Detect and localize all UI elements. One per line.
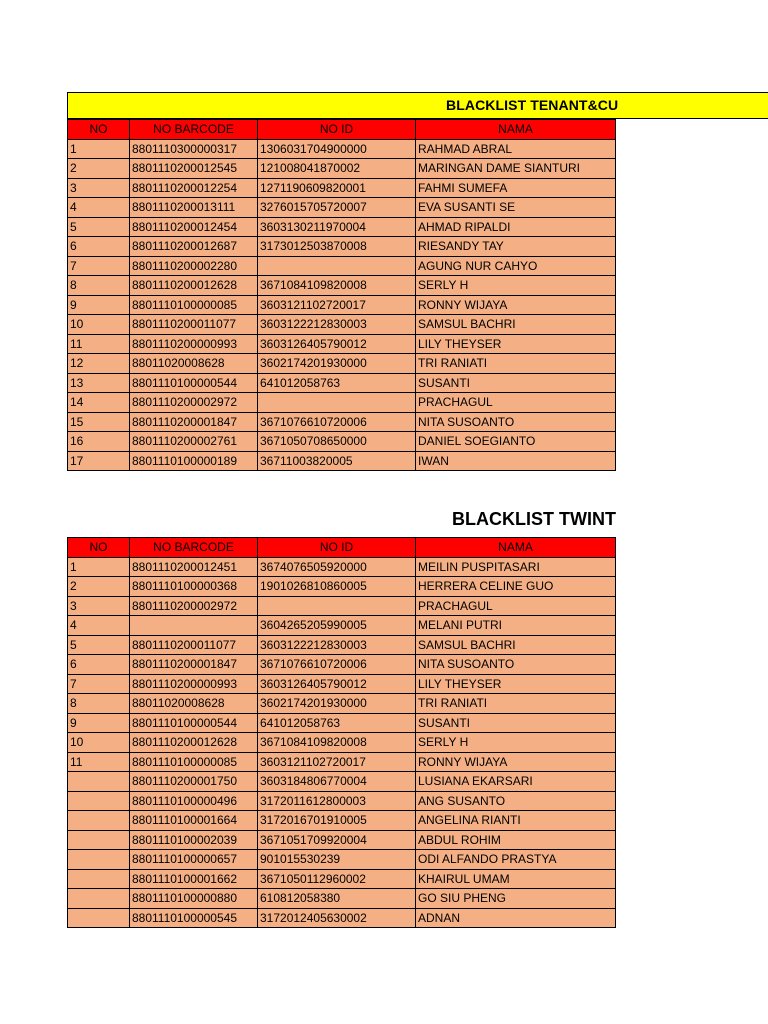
cell-nama[interactable]: ADNAN <box>416 908 616 928</box>
table-row <box>68 889 616 909</box>
table2-title: BLACKLIST TWINT <box>452 509 616 529</box>
cell-barcode[interactable]: 8801110200002761 <box>130 432 258 452</box>
cell-no[interactable]: 8 <box>68 276 130 296</box>
cell-barcode[interactable]: 88011020008628 <box>130 354 258 374</box>
cell-barcode[interactable]: 8801110200011077 <box>130 315 258 335</box>
cell-nama[interactable]: ANGELINA RIANTI <box>416 811 616 831</box>
cell-nama[interactable]: MEILIN PUSPITASARI <box>416 557 616 577</box>
table-row <box>68 635 616 655</box>
cell-barcode[interactable]: 8801110200001847 <box>130 412 258 432</box>
cell-no[interactable]: 10 <box>68 733 130 753</box>
cell-nama[interactable]: IWAN <box>416 451 616 471</box>
cell-id[interactable]: 3603121102720017 <box>258 295 416 315</box>
cell-no[interactable]: 6 <box>68 655 130 675</box>
cell-barcode[interactable]: 8801110200002280 <box>130 256 258 276</box>
cell-id[interactable] <box>258 393 416 413</box>
table-row <box>68 850 616 870</box>
table-row <box>68 432 616 452</box>
cell-nama[interactable]: GO SIU PHENG <box>416 889 616 909</box>
cell-nama[interactable]: LUSIANA EKARSARI <box>416 772 616 792</box>
table-row <box>68 908 616 928</box>
cell-nama[interactable]: MARINGAN DAME SIANTURI <box>416 159 616 179</box>
cell-barcode[interactable]: 8801110200001750 <box>130 772 258 792</box>
cell-no[interactable]: 9 <box>68 295 130 315</box>
cell-no[interactable] <box>68 869 130 889</box>
cell-nama[interactable]: LILY THEYSER <box>416 674 616 694</box>
cell-id[interactable]: 3671050112960002 <box>258 869 416 889</box>
cell-id[interactable]: 3671084109820008 <box>258 276 416 296</box>
cell-id[interactable]: 3671050708650000 <box>258 432 416 452</box>
cell-id[interactable]: 1306031704900000 <box>258 139 416 159</box>
cell-id[interactable] <box>258 256 416 276</box>
cell-no[interactable] <box>68 889 130 909</box>
blacklist-table-2 <box>67 537 616 928</box>
table-row <box>68 393 616 413</box>
cell-id[interactable]: 3172012405630002 <box>258 908 416 928</box>
cell-nama[interactable]: RONNY WIJAYA <box>416 752 616 772</box>
cell-no[interactable]: 15 <box>68 412 130 432</box>
cell-nama[interactable]: TRI RANIATI <box>416 694 616 714</box>
cell-nama[interactable]: RIESANDY TAY <box>416 237 616 257</box>
cell-no[interactable]: 9 <box>68 713 130 733</box>
cell-id[interactable]: 3671076610720006 <box>258 412 416 432</box>
cell-no[interactable]: 3 <box>68 596 130 616</box>
cell-barcode[interactable] <box>130 616 258 636</box>
table-row <box>68 139 616 159</box>
cell-no[interactable]: 7 <box>68 256 130 276</box>
cell-id[interactable]: 641012058763 <box>258 373 416 393</box>
cell-barcode[interactable]: 8801110100001662 <box>130 869 258 889</box>
cell-no[interactable]: 4 <box>68 198 130 218</box>
cell-id[interactable]: 3603126405790012 <box>258 334 416 354</box>
table-header-row <box>68 120 616 140</box>
cell-barcode[interactable]: 8801110200011077 <box>130 635 258 655</box>
cell-no[interactable]: 11 <box>68 752 130 772</box>
cell-id[interactable]: 3604265205990005 <box>258 616 416 636</box>
header-barcode: NO BARCODE <box>130 538 258 558</box>
cell-no[interactable] <box>68 791 130 811</box>
table-row <box>68 354 616 374</box>
table-row <box>68 694 616 714</box>
cell-nama[interactable]: ABDUL ROHIM <box>416 830 616 850</box>
cell-no[interactable]: 2 <box>68 577 130 597</box>
table-header-row <box>68 538 616 558</box>
table-row <box>68 178 616 198</box>
cell-nama[interactable]: FAHMI SUMEFA <box>416 178 616 198</box>
cell-id[interactable]: 3671084109820008 <box>258 733 416 753</box>
cell-nama[interactable]: ODI ALFANDO PRASTYA <box>416 850 616 870</box>
cell-no[interactable] <box>68 830 130 850</box>
table-row <box>68 830 616 850</box>
table-row <box>68 596 616 616</box>
cell-no[interactable]: 8 <box>68 694 130 714</box>
cell-id[interactable]: 3671076610720006 <box>258 655 416 675</box>
table-row <box>68 616 616 636</box>
cell-barcode[interactable]: 8801110200012687 <box>130 237 258 257</box>
cell-barcode[interactable]: 8801110100000880 <box>130 889 258 909</box>
cell-nama[interactable]: SAMSUL BACHRI <box>416 315 616 335</box>
table-row <box>68 295 616 315</box>
cell-id[interactable]: 3602174201930000 <box>258 354 416 374</box>
cell-no[interactable]: 16 <box>68 432 130 452</box>
header-barcode: NO BARCODE <box>130 120 258 140</box>
table-row <box>68 373 616 393</box>
cell-barcode[interactable]: 8801110200002972 <box>130 393 258 413</box>
cell-nama[interactable]: HERRERA CELINE GUO <box>416 577 616 597</box>
cell-id[interactable]: 3172016701910005 <box>258 811 416 831</box>
cell-barcode[interactable]: 8801110200012451 <box>130 557 258 577</box>
table-row <box>68 451 616 471</box>
header-no: NO <box>68 538 130 558</box>
cell-nama[interactable]: RAHMAD ABRAL <box>416 139 616 159</box>
cell-barcode[interactable]: 8801110200000993 <box>130 334 258 354</box>
cell-id[interactable]: 3276015705720007 <box>258 198 416 218</box>
cell-nama[interactable]: SUSANTI <box>416 373 616 393</box>
cell-barcode[interactable]: 8801110200000993 <box>130 674 258 694</box>
cell-id[interactable]: 36711003820005 <box>258 451 416 471</box>
table-row <box>68 276 616 296</box>
cell-barcode[interactable]: 8801110100000545 <box>130 908 258 928</box>
cell-id[interactable]: 610812058380 <box>258 889 416 909</box>
cell-barcode[interactable]: 8801110100000544 <box>130 713 258 733</box>
cell-id[interactable]: 3674076505920000 <box>258 557 416 577</box>
table-row <box>68 869 616 889</box>
table-row <box>68 655 616 675</box>
cell-no[interactable]: 1 <box>68 139 130 159</box>
cell-nama[interactable]: SERLY H <box>416 733 616 753</box>
cell-nama[interactable]: SERLY H <box>416 276 616 296</box>
cell-nama[interactable]: MELANI PUTRI <box>416 616 616 636</box>
cell-id[interactable]: 3603122212830003 <box>258 315 416 335</box>
header-nama: NAMA <box>416 120 616 140</box>
cell-no[interactable]: 4 <box>68 616 130 636</box>
cell-id[interactable]: 1901026810860005 <box>258 577 416 597</box>
cell-no[interactable]: 6 <box>68 237 130 257</box>
cell-no[interactable]: 14 <box>68 393 130 413</box>
cell-id[interactable]: 121008041870002 <box>258 159 416 179</box>
cell-no[interactable]: 5 <box>68 635 130 655</box>
cell-id[interactable]: 3603130211970004 <box>258 217 416 237</box>
cell-no[interactable] <box>68 811 130 831</box>
cell-no[interactable]: 10 <box>68 315 130 335</box>
cell-barcode[interactable]: 8801110200012628 <box>130 276 258 296</box>
header-id: NO ID <box>258 120 416 140</box>
header-nama: NAMA <box>416 538 616 558</box>
cell-barcode[interactable]: 8801110100000496 <box>130 791 258 811</box>
table1-title: BLACKLIST TENANT&CU <box>446 97 619 113</box>
cell-barcode[interactable]: 8801110100000085 <box>130 752 258 772</box>
cell-id[interactable]: 3603121102720017 <box>258 752 416 772</box>
cell-barcode[interactable]: 8801110100001664 <box>130 811 258 831</box>
cell-barcode[interactable]: 8801110100000368 <box>130 577 258 597</box>
table-row <box>68 237 616 257</box>
cell-nama[interactable]: ANG SUSANTO <box>416 791 616 811</box>
cell-nama[interactable]: AHMAD RIPALDI <box>416 217 616 237</box>
table-row <box>68 256 616 276</box>
cell-id[interactable]: 3173012503870008 <box>258 237 416 257</box>
cell-id[interactable]: 901015530239 <box>258 850 416 870</box>
cell-nama[interactable]: SUSANTI <box>416 713 616 733</box>
table-row <box>68 557 616 577</box>
cell-nama[interactable]: KHAIRUL UMAM <box>416 869 616 889</box>
cell-nama[interactable]: RONNY WIJAYA <box>416 295 616 315</box>
table-row <box>68 334 616 354</box>
cell-nama[interactable]: AGUNG NUR CAHYO <box>416 256 616 276</box>
cell-nama[interactable]: PRACHAGUL <box>416 596 616 616</box>
table1-title-banner <box>67 92 768 119</box>
cell-barcode[interactable]: 8801110200012545 <box>130 159 258 179</box>
cell-nama[interactable]: NITA SUSOANTO <box>416 655 616 675</box>
cell-barcode[interactable]: 8801110200012628 <box>130 733 258 753</box>
cell-barcode[interactable]: 8801110300000317 <box>130 139 258 159</box>
table-row <box>68 713 616 733</box>
cell-id[interactable]: 3603184806770004 <box>258 772 416 792</box>
cell-id[interactable]: 641012058763 <box>258 713 416 733</box>
cell-no[interactable]: 17 <box>68 451 130 471</box>
cell-no[interactable]: 13 <box>68 373 130 393</box>
table-row <box>68 772 616 792</box>
cell-no[interactable]: 1 <box>68 557 130 577</box>
cell-no[interactable]: 11 <box>68 334 130 354</box>
table-row <box>68 159 616 179</box>
cell-barcode[interactable]: 8801110200001847 <box>130 655 258 675</box>
cell-no[interactable]: 3 <box>68 178 130 198</box>
table-row <box>68 217 616 237</box>
cell-barcode[interactable]: 8801110100002039 <box>130 830 258 850</box>
table-row <box>68 733 616 753</box>
cell-id[interactable]: 3603122212830003 <box>258 635 416 655</box>
cell-barcode[interactable]: 8801110100000189 <box>130 451 258 471</box>
table-row <box>68 791 616 811</box>
cell-no[interactable]: 7 <box>68 674 130 694</box>
table-row <box>68 577 616 597</box>
table-row <box>68 811 616 831</box>
cell-id[interactable] <box>258 596 416 616</box>
table-row <box>68 412 616 432</box>
header-no: NO <box>68 120 130 140</box>
cell-nama[interactable]: TRI RANIATI <box>416 354 616 374</box>
header-id: NO ID <box>258 538 416 558</box>
cell-no[interactable] <box>68 772 130 792</box>
table-row <box>68 674 616 694</box>
cell-barcode[interactable]: 8801110200012454 <box>130 217 258 237</box>
cell-barcode[interactable]: 8801110100000085 <box>130 295 258 315</box>
blacklist-table-1 <box>67 119 616 471</box>
cell-no[interactable]: 2 <box>68 159 130 179</box>
cell-barcode[interactable]: 8801110200002972 <box>130 596 258 616</box>
cell-id[interactable]: 3603126405790012 <box>258 674 416 694</box>
cell-id[interactable]: 3671051709920004 <box>258 830 416 850</box>
cell-id[interactable]: 3602174201930000 <box>258 694 416 714</box>
cell-barcode[interactable]: 8801110100000544 <box>130 373 258 393</box>
cell-barcode[interactable]: 8801110200012254 <box>130 178 258 198</box>
cell-barcode[interactable]: 8801110200013111 <box>130 198 258 218</box>
cell-nama[interactable]: SAMSUL BACHRI <box>416 635 616 655</box>
table-row <box>68 752 616 772</box>
cell-no[interactable]: 5 <box>68 217 130 237</box>
cell-nama[interactable]: LILY THEYSER <box>416 334 616 354</box>
cell-id[interactable]: 3172011612800003 <box>258 791 416 811</box>
cell-barcode[interactable]: 8801110100000657 <box>130 850 258 870</box>
cell-nama[interactable]: DANIEL SOEGIANTO <box>416 432 616 452</box>
cell-no[interactable] <box>68 908 130 928</box>
cell-barcode[interactable]: 88011020008628 <box>130 694 258 714</box>
table-row <box>68 198 616 218</box>
cell-id[interactable]: 1271190609820001 <box>258 178 416 198</box>
cell-no[interactable] <box>68 850 130 870</box>
cell-nama[interactable]: EVA SUSANTI SE <box>416 198 616 218</box>
cell-nama[interactable]: PRACHAGUL <box>416 393 616 413</box>
cell-no[interactable]: 12 <box>68 354 130 374</box>
cell-nama[interactable]: NITA SUSOANTO <box>416 412 616 432</box>
table-row <box>68 315 616 335</box>
